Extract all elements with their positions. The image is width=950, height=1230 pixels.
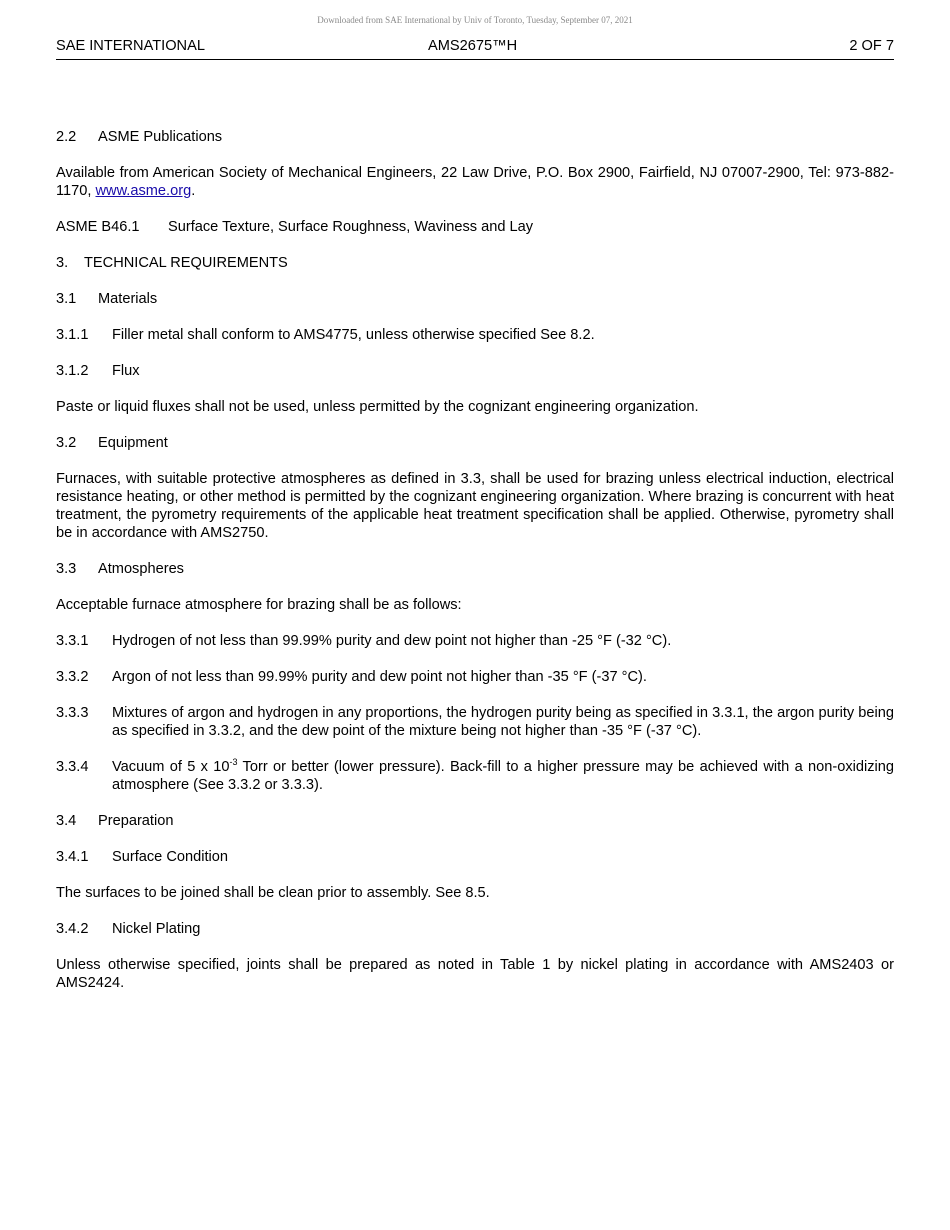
header-page-number: 2 OF 7 xyxy=(849,38,894,54)
section-3-2-heading xyxy=(56,434,894,452)
surface-condition-paragraph: The surfaces to be joined shall be clean prior to assembly. See 8.5. xyxy=(56,885,490,901)
section-number: 3.1 xyxy=(56,291,77,307)
section-title: Flux xyxy=(112,363,140,379)
section-number: 3.3.4 xyxy=(56,759,89,775)
section-number: 3.3.3 xyxy=(56,705,89,721)
section-number: 3.4.2 xyxy=(56,921,89,937)
section-title: ASME Publications xyxy=(98,129,223,145)
section-text xyxy=(112,758,894,794)
download-watermark: Downloaded from SAE International by Univ of Toronto, Tuesday, September 07, 2021 xyxy=(317,15,633,25)
vacuum-text-post: Torr or better (lower pressure). Back-fill to a higher pressure may be achieved with a non-oxidizing atmosphere (See 3.3.2 or 3.3.3). xyxy=(112,759,894,793)
section-title: Atmospheres xyxy=(98,561,184,577)
section-text: Hydrogen of not less than 99.99% purity and dew point not higher than -25 °F (-32 °C). xyxy=(112,633,672,649)
section-3-3-1 xyxy=(56,632,894,650)
section-number: 3.2 xyxy=(56,435,77,451)
section-number: 2.2 xyxy=(56,129,77,145)
document-body xyxy=(56,128,894,1010)
section-3-4-2-heading xyxy=(56,920,894,938)
page-header xyxy=(56,38,894,60)
section-number: 3.1.2 xyxy=(56,363,89,379)
section-text: Filler metal shall conform to AMS4775, unless otherwise specified See 8.2. xyxy=(112,327,595,343)
equipment-paragraph: Furnaces, with suitable protective atmospheres as defined in 3.3, shall be used for brazing unless electrical induction, electrical resistance heating, or other method is permitted by the cognizant engineering organization. Where brazing is concurrent with heat treatment, the pyrometry requirements of the applicable heat treatment specification shall be applied. Otherwise, pyrometry shall be in accordance with AMS2750. xyxy=(56,471,894,541)
section-3-1-2-heading xyxy=(56,362,894,380)
reference-title: Surface Texture, Surface Roughness, Waviness and Lay xyxy=(168,219,534,235)
section-3-1-heading xyxy=(56,290,894,308)
section-3-4-heading xyxy=(56,812,894,830)
section-title: Nickel Plating xyxy=(112,921,201,937)
section-3-3-heading xyxy=(56,560,894,578)
section-3-3-2 xyxy=(56,668,894,686)
asme-reference-entry xyxy=(56,218,894,236)
flux-paragraph: Paste or liquid fluxes shall not be used, unless permitted by the cognizant engineering organization. xyxy=(56,399,699,415)
section-3-heading xyxy=(56,254,894,272)
section-title: Equipment xyxy=(98,435,168,451)
header-document-number: AMS2675™H xyxy=(428,38,518,54)
section-number: 3.4 xyxy=(56,813,77,829)
section-text: Mixtures of argon and hydrogen in any proportions, the hydrogen purity being as specified in 3.3.1, the argon purity being as specified in 3.3.2, and the dew point of the mixture being not higher than -35 °F (-37 °C). xyxy=(112,705,894,739)
section-title: Materials xyxy=(98,291,158,307)
section-3-3-4 xyxy=(56,758,894,794)
section-number: 3.3 xyxy=(56,561,77,577)
header-publisher: SAE INTERNATIONAL xyxy=(56,38,205,54)
section-3-3-3 xyxy=(56,704,894,740)
atmosphere-intro-paragraph: Acceptable furnace atmosphere for brazing shall be as follows: xyxy=(56,597,462,613)
section-title: Surface Condition xyxy=(112,849,229,865)
section-number: 3.3.1 xyxy=(56,633,89,649)
section-3-1-1 xyxy=(56,326,894,344)
asme-availability-paragraph xyxy=(56,164,894,200)
section-text: Argon of not less than 99.99% purity and dew point not higher than -35 °F (-37 °C). xyxy=(112,669,647,685)
section-number: 3.4.1 xyxy=(56,849,89,865)
reference-code: ASME B46.1 xyxy=(56,219,140,235)
exponent: -3 xyxy=(229,757,238,768)
section-title: Preparation xyxy=(98,813,174,829)
section-number: 3.1.1 xyxy=(56,327,89,343)
asme-address-text: Available from American Society of Mechanical Engineers, 22 Law Drive, P.O. Box 2900, Fairfield, NJ 07007-2900, Tel: 973-882-1170, xyxy=(56,165,894,199)
section-number: 3.3.2 xyxy=(56,669,89,685)
asme-website-link[interactable]: www.asme.org xyxy=(95,183,192,199)
asme-address-end: . xyxy=(191,183,196,199)
section-2-2-heading xyxy=(56,128,894,146)
nickel-plating-paragraph: Unless otherwise specified, joints shall be prepared as noted in Table 1 by nickel plating in accordance with AMS2403 or AMS2424. xyxy=(56,957,894,991)
section-number: 3. xyxy=(56,255,69,271)
section-3-4-1-heading xyxy=(56,848,894,866)
section-title: TECHNICAL REQUIREMENTS xyxy=(84,255,288,271)
vacuum-text-pre: Vacuum of 5 x 10 xyxy=(112,759,230,775)
